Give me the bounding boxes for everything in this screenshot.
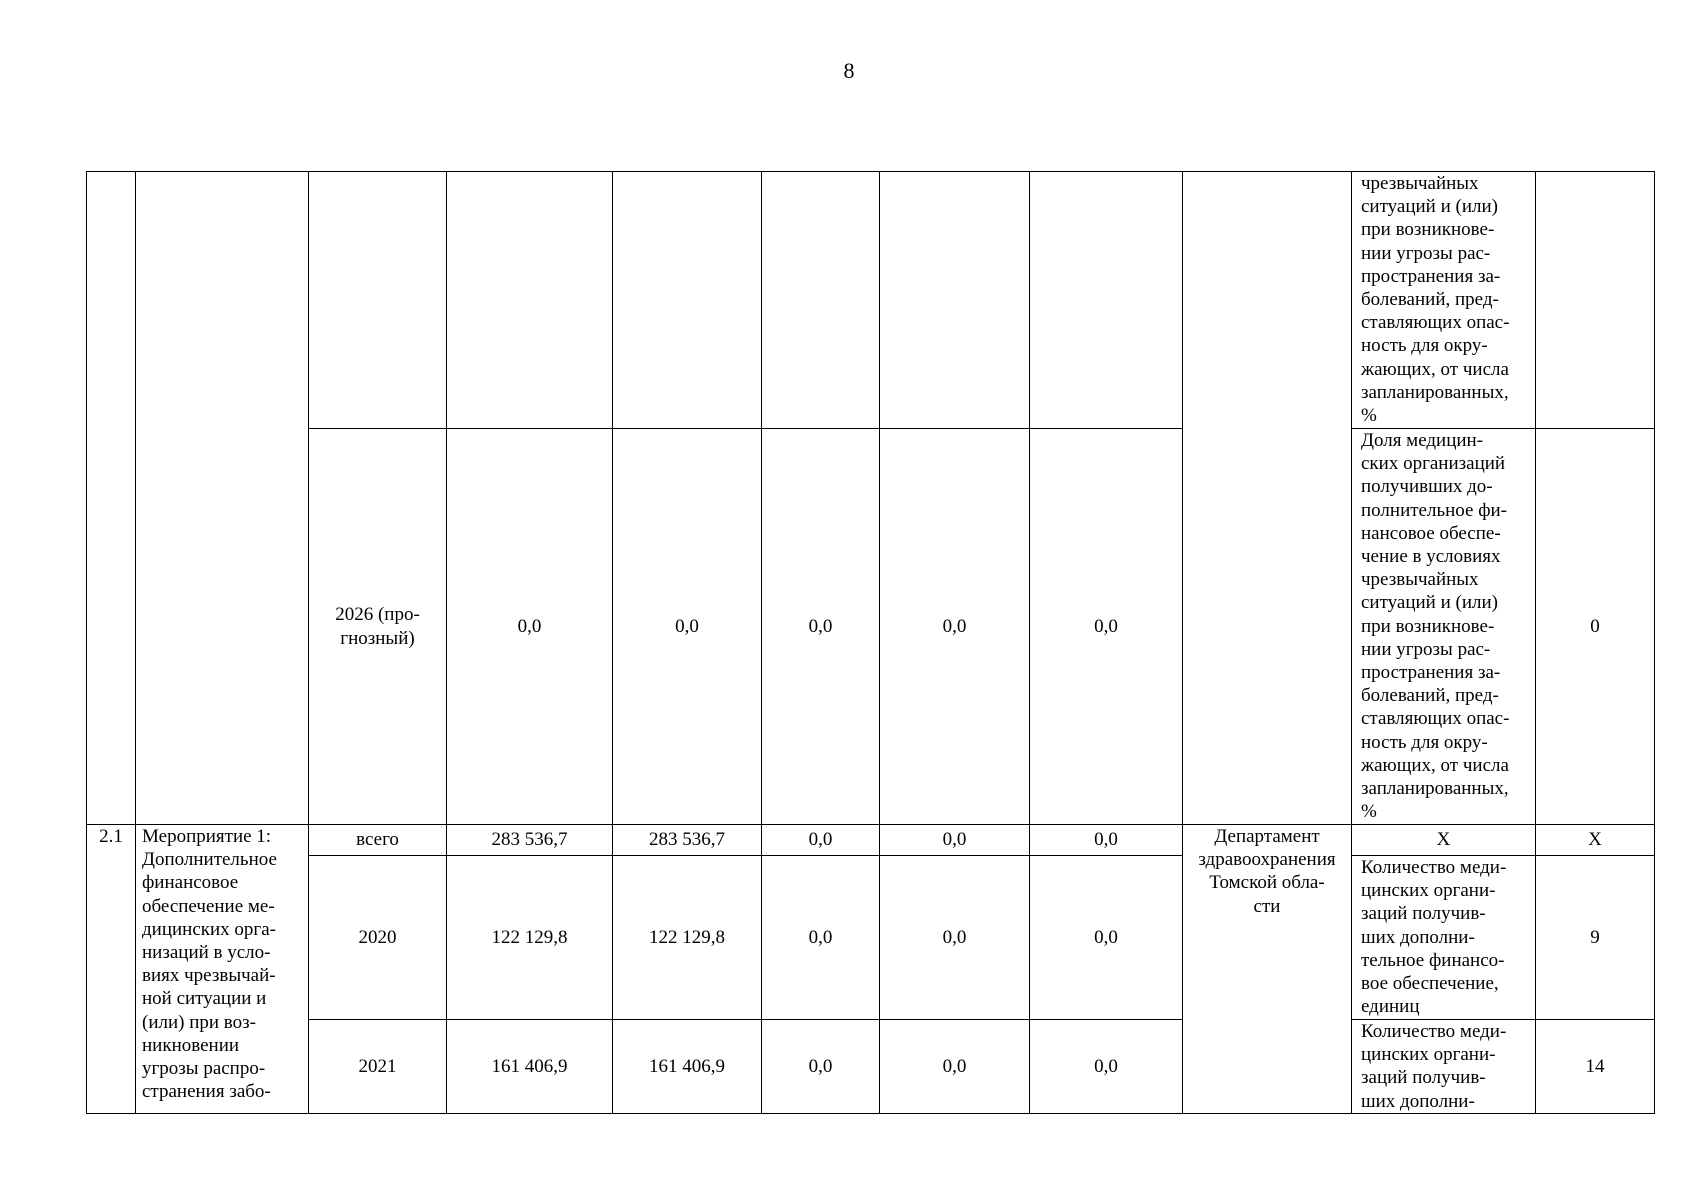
measure-name-cell: Мероприятие 1: Дополнительное финансовое обеспечение ме- дицинских орга- низаций в усло- виях чрезвычай- ной ситуации и (или) при воз- никновении угрозы распро- странения забо- [136,825,309,1114]
total-cell: 0,0 [447,429,613,825]
other-cell: 0,0 [1030,856,1183,1020]
local-cell: 0,0 [880,856,1030,1020]
regional-cell: 0,0 [762,429,880,825]
table-row-2021 [87,1020,1655,1114]
year-cell: 2021 [309,1020,447,1114]
indicator-cell: Х [1352,825,1536,856]
other-cell: 0,0 [1030,825,1183,856]
other-cell-empty [1030,172,1183,429]
indicator-cell: Количество меди- цинских органи- заций получив- ших дополни- [1352,1020,1536,1114]
page-number: 8 [843,58,855,83]
local-cell: 0,0 [880,825,1030,856]
value-cell: 9 [1536,856,1655,1020]
year-cell: 2026 (про- гнозный) [309,429,447,825]
total-cell: 283 536,7 [447,825,613,856]
table-row-continued [87,172,1655,429]
program-table [86,171,1655,1114]
table-row-total [87,825,1655,856]
federal-cell: 161 406,9 [613,1020,762,1114]
indicator-cell: Количество меди- цинских органи- заций получив- ших дополни- тельное финансо- вое обеспечение, единиц [1352,856,1536,1020]
indicator-cell: Доля медицин- ских организаций получивших до- полнительное фи- нансовое обеспе- чение в условиях чрезвычайных ситуаций и (или) при возникнове- нии угрозы рас- пространения за- болеваний, пред- ставляющих опас- ность для окру- жающих, от числа запланированных, % [1352,429,1536,825]
executor-cell-empty [1183,172,1352,825]
value-cell: 0 [1536,429,1655,825]
regional-cell: 0,0 [762,1020,880,1114]
regional-cell-empty [762,172,880,429]
value-cell-empty [1536,172,1655,429]
total-cell: 122 129,8 [447,856,613,1020]
regional-cell: 0,0 [762,856,880,1020]
year-cell: 2020 [309,856,447,1020]
table-row-2026 [87,429,1655,825]
other-cell: 0,0 [1030,429,1183,825]
local-cell-empty [880,172,1030,429]
local-cell: 0,0 [880,1020,1030,1114]
total-cell: 161 406,9 [447,1020,613,1114]
total-cell-empty [447,172,613,429]
value-cell: 14 [1536,1020,1655,1114]
number-cell-empty [87,172,136,825]
indicator-cell: чрезвычайных ситуаций и (или) при возникнове- нии угрозы рас- пространения за- болеваний, пред- ставляющих опас- ность для окру- жающих, от числа запланированных, % [1352,172,1536,429]
regional-cell: 0,0 [762,825,880,856]
local-cell: 0,0 [880,429,1030,825]
federal-cell-empty [613,172,762,429]
year-cell: всего [309,825,447,856]
federal-cell: 283 536,7 [613,825,762,856]
federal-cell: 122 129,8 [613,856,762,1020]
table-row-2020 [87,856,1655,1020]
name-cell-empty [136,172,309,825]
year-cell-empty [309,172,447,429]
executor-cell: Департамент здравоохранения Томской обла- сти [1183,825,1352,1114]
other-cell: 0,0 [1030,1020,1183,1114]
value-cell: Х [1536,825,1655,856]
measure-number-cell: 2.1 [87,825,136,1114]
federal-cell: 0,0 [613,429,762,825]
